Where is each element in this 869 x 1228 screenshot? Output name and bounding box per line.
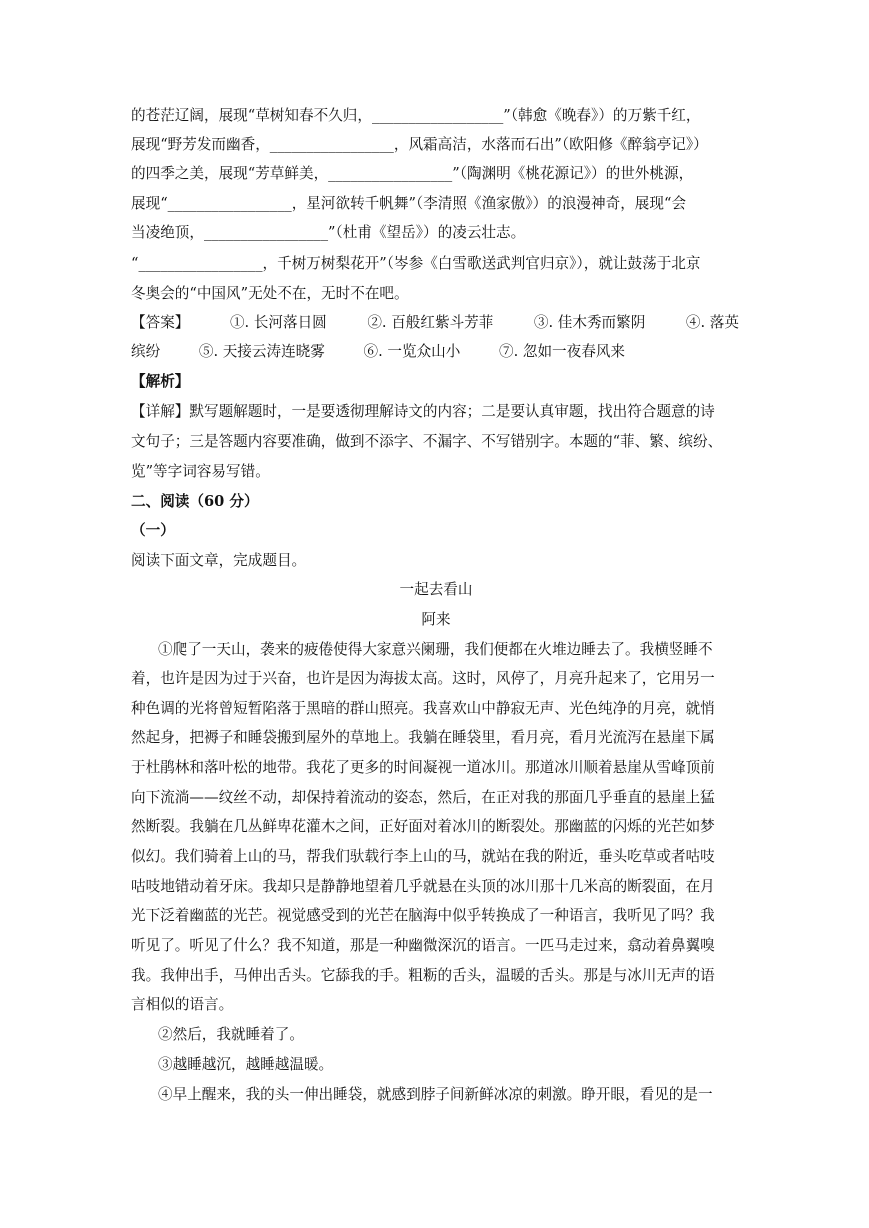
answer-row	[131, 313, 739, 333]
analysis-line: 览”等字词容易写错。	[131, 463, 270, 480]
answer-item: ⑤. 天接云涛连晓雾	[198, 343, 325, 360]
article-line: 咕吱地错动着牙床。我却只是静静地望着几乎就悬在头顶的冰川那十几米高的断裂面，在月	[131, 878, 715, 895]
article-line: 言相似的语言。	[131, 996, 234, 1013]
answer-item: ③. 佳木秀而繁阴	[533, 314, 646, 331]
answer-item: ①. 长河落日圆	[229, 314, 327, 331]
article-line: 我。我伸出手，马伸出舌头。它舔我的手。粗粝的舌头，温暖的舌头。那是与冰川无声的语	[131, 967, 715, 984]
intro-line: 当凌绝顶，_________________”（杜甫《望岳》）的凌云壮志。	[131, 224, 526, 241]
article-line: 于杜鹃林和落叶松的地带。我花了更多的时间凝视一道冰川。那道冰川顺着悬崖从雪峰顶前	[131, 759, 715, 776]
article-line: 似幻。我们骑着上山的马，帮我们驮载行李上山的马，就站在我的附近，垂头吃草或者咕吱	[131, 848, 715, 865]
answer-item: ⑦. 忽如一夜春风来	[499, 343, 626, 360]
article-line: ③越睡越沉，越睡越温暖。	[158, 1056, 334, 1073]
article-line: 向下流淌——纹丝不动，却保持着流动的姿态，然后，在正对我的那面几乎垂直的悬崖上猛	[131, 789, 715, 806]
article-line: 然起身，把褥子和睡袋搬到屋外的草地上。我躺在睡袋里，看月亮，看月光流泻在悬崖下属	[131, 729, 715, 746]
answer-item: ⑥. 一览众山小	[363, 343, 461, 360]
article-title: 一起去看山	[399, 581, 473, 598]
article-author: 阿来	[421, 611, 451, 628]
article-line: 听见了。听见了什么？我不知道，那是一种幽微深沉的语言。一匹马走过来，翕动着鼻翼嗅	[131, 937, 715, 954]
answer-item: ②. 百般红紫斗芳菲	[367, 314, 494, 331]
answer-row	[131, 342, 741, 362]
intro-line: 冬奥会的“中国风”无处不在，无时不在吧。	[131, 285, 409, 302]
analysis-line: 文句子；三是答题内容要准确，做到不添字、不漏字、不写错别字。本题的“菲、繁、缤纷、	[131, 433, 723, 450]
article-line: ①爬了一天山，袭来的疲倦使得大家意兴阑珊，我们便都在火堆边睡去了。我横竖睡不	[158, 641, 713, 658]
analysis-label: 【解析】	[131, 373, 190, 390]
article-line: 然断裂。我躺在几丛鲜卑花灌木之间，正好面对着冰川的断裂处。那幽蓝的闪烁的光芒如梦	[131, 818, 715, 835]
answer-item: ④. 落英	[685, 314, 739, 331]
intro-line: 的四季之美，展现“芳草鲜美，_________________”（陶渊明《桃花源记》）的世外桃源，	[131, 165, 694, 182]
section-instruction: 阅读下面文章，完成题目。	[131, 552, 307, 569]
article-line: 种色调的光将曾短暂陷落于黑暗的群山照亮。我喜欢山中静寂无声、光色纯净的月亮，就悄	[131, 700, 715, 717]
section-subtitle: （一）	[131, 522, 175, 539]
answer-item: 缤纷	[131, 343, 161, 360]
intro-line: “_________________，千树万树梨花开”（岑参《白雪歌送武判官归京》），就让鼓荡于北京	[131, 255, 701, 272]
article-line: ④早上醒来，我的头一伸出睡袋，就感到脖子间新鲜冰凉的刺激。睁开眼，看见的是一	[158, 1086, 713, 1103]
intro-line: 展现“野芳发而幽香，_________________，风霜高洁，水落而石出”（欧阳修《醉翁亭记》）	[131, 136, 708, 153]
section-title: 二、阅读（60 分）	[131, 493, 259, 510]
article-line: 光下泛着幽蓝的光芒。视觉感受到的光芒在脑海中似乎转换成了一种语言，我听见了吗？我	[131, 907, 715, 924]
intro-line: 的苍茫辽阔，展现“草树知春不久归，__________________”（韩愈《晚春》）的万紫千红，	[131, 107, 701, 124]
analysis-line: 【详解】默写题解题时，一是要透彻理解诗文的内容；二是要认真审题，找出符合题意的诗	[131, 403, 715, 420]
answer-label: 【答案】	[131, 314, 190, 331]
article-line: ②然后，我就睡着了。	[158, 1026, 304, 1043]
article-line: 着，也许是因为过于兴奋，也许是因为海拔太高。这时，风停了，月亮升起来了，它用另一	[131, 670, 715, 687]
intro-line: 展现“_________________，星河欲转千帆舞”（李清照《渔家傲》）的浪漫神奇，展现“会	[131, 195, 687, 212]
